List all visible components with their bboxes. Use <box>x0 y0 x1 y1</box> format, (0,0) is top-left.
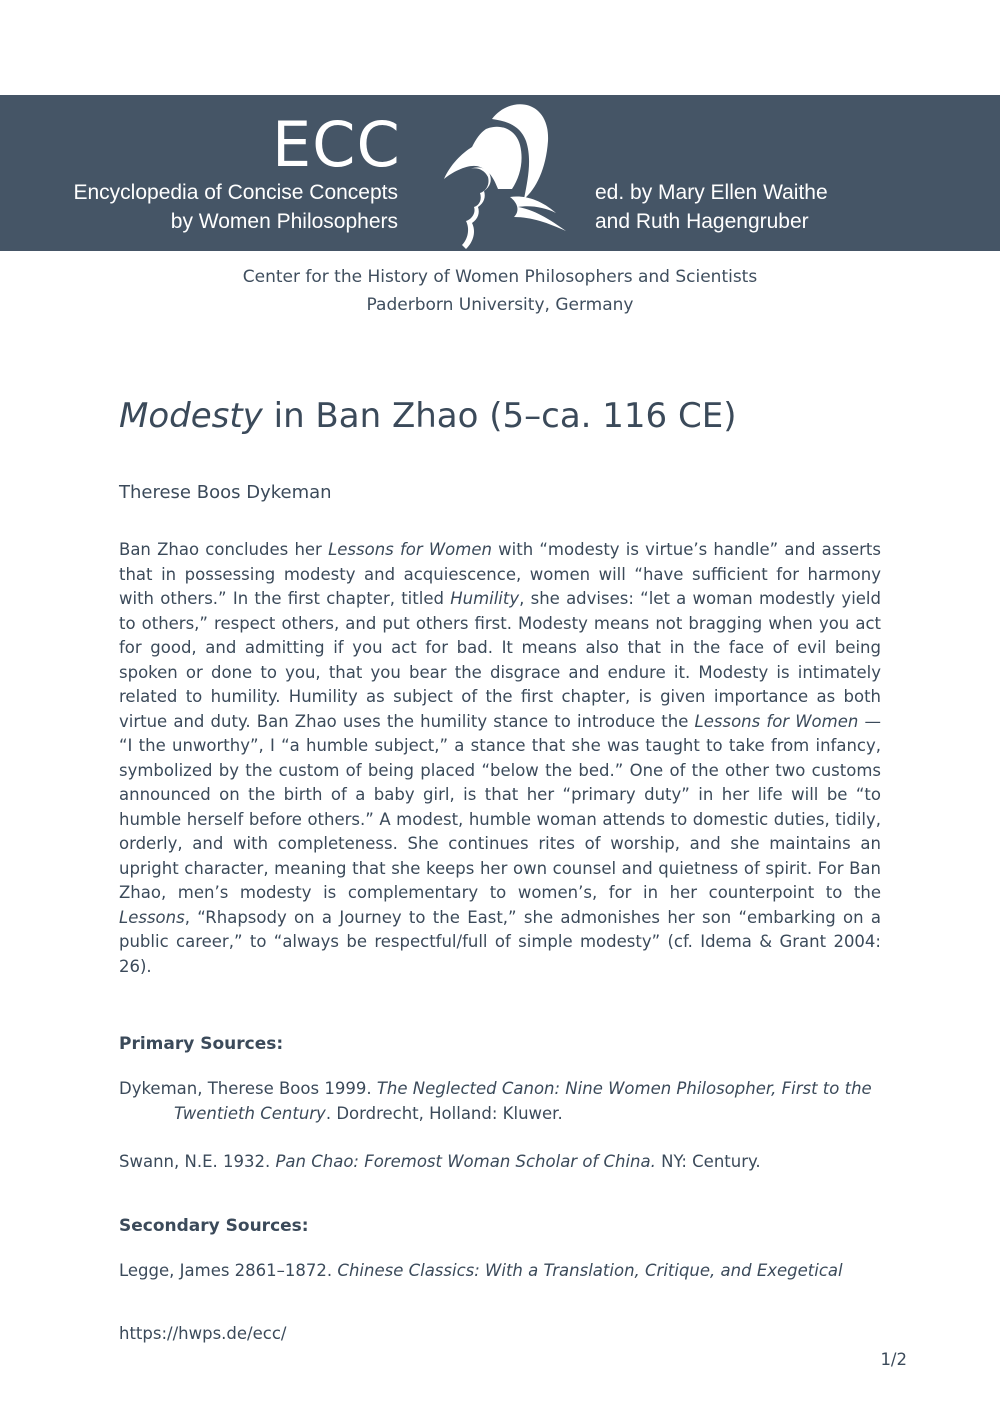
reference-publisher: . Dordrecht, Holland: Kluwer. <box>325 1103 563 1123</box>
article-author: Therese Boos Dykeman <box>119 482 332 503</box>
athena-helmet-icon <box>440 99 570 249</box>
body-segment: , she advises: “let a woman modestly yield to others,” respect others, and put others first. Modesty means not bragging when you act for good, and admitting if you act for bad. It means also that in the face of evil being spoken or done to you, that you bear the disgrace and endure it. Modesty is intimately related to humility. Humility as subject of the first chapter, is given importance as both virtue and duty. Ban Zhao uses the humility stance to introduce the <box>119 589 881 731</box>
reference-item <box>119 1150 881 1175</box>
body-segment-italic: Lessons for Women <box>328 540 492 559</box>
body-segment-italic: Lessons for Women <box>694 711 859 731</box>
institution-name: Center for the History of Women Philosophers and Scientists <box>242 267 758 287</box>
institution-location: Paderborn University, Germany <box>366 295 634 315</box>
editors-line1: ed. by Mary Ellen Waithe <box>595 181 828 204</box>
page-number: 1/2 <box>880 1350 907 1369</box>
reference-item <box>119 1077 881 1126</box>
title-italic-part: Modesty <box>119 396 263 436</box>
reference-author: Dykeman, Therese Boos 1999. <box>119 1079 377 1098</box>
body-segment: , “Rhapsody on a Journey to the East,” she admonishes her son “embarking on a public career,” to “always be respectful/full of simple modesty” (cf. Idema & Grant 2004: 26). <box>119 907 881 976</box>
body-segment: with “modesty is virtue’s handle” and asserts that in possessing modesty and acquiescence, women will “have sufficient for harmony with others.” In the first chapter, titled <box>119 540 881 608</box>
reference-title: The Neglected Canon: Nine Women Philosopher, First to the Twentieth Century <box>174 1079 872 1123</box>
body-segment: Ban Zhao concludes her <box>119 540 329 559</box>
body-segment-italic: Humility <box>450 589 520 608</box>
encyclopedia-title-line1: Encyclopedia of Concise Concepts <box>73 181 398 204</box>
encyclopedia-title-line2: by Women Philosophers <box>170 210 398 233</box>
reference-title: Chinese Classics: With a Translation, Critique, and Exegetical <box>337 1261 843 1280</box>
primary-sources-heading: Primary Sources: <box>119 1034 284 1054</box>
secondary-sources-heading: Secondary Sources: <box>119 1216 309 1236</box>
editors-line2: and Ruth Hagengruber <box>595 210 809 233</box>
article-body <box>119 538 881 979</box>
body-segment: — “I the unworthy”, I “a humble subject,” a stance that she was taught to take from infancy, symbolized by the custom of being placed “below the bed.” One of the other two customs announced on the birth of a baby girl, is that her “primary duty” in her life will be “to humble herself before others.” A modest, humble woman attends to domestic duties, tidily, orderly, and with completeness. She continues rites of worship, and she maintains an upright character, meaning that she keeps her own counsel and quietness of spirit. For Ban Zhao, men’s modesty is complementary to women’s, for in her counterpoint to the <box>119 711 881 902</box>
page-title <box>119 392 736 440</box>
reference-item <box>119 1259 899 1284</box>
reference-publisher: NY: Century. <box>655 1152 761 1171</box>
header-banner <box>0 95 1000 251</box>
body-segment-italic: Lessons <box>119 907 185 927</box>
reference-author: Swann, N.E. 1932. <box>119 1152 276 1171</box>
reference-title: Pan Chao: Foremost Woman Scholar of China. <box>275 1152 656 1171</box>
ecc-logo-text: ECC <box>272 108 401 181</box>
reference-author: Legge, James 2861–1872. <box>119 1261 338 1280</box>
title-rest-part: in Ban Zhao (5–ca. 116 CE) <box>262 396 737 436</box>
footer-url-link[interactable]: https://hwps.de/ecc/ <box>119 1324 287 1343</box>
